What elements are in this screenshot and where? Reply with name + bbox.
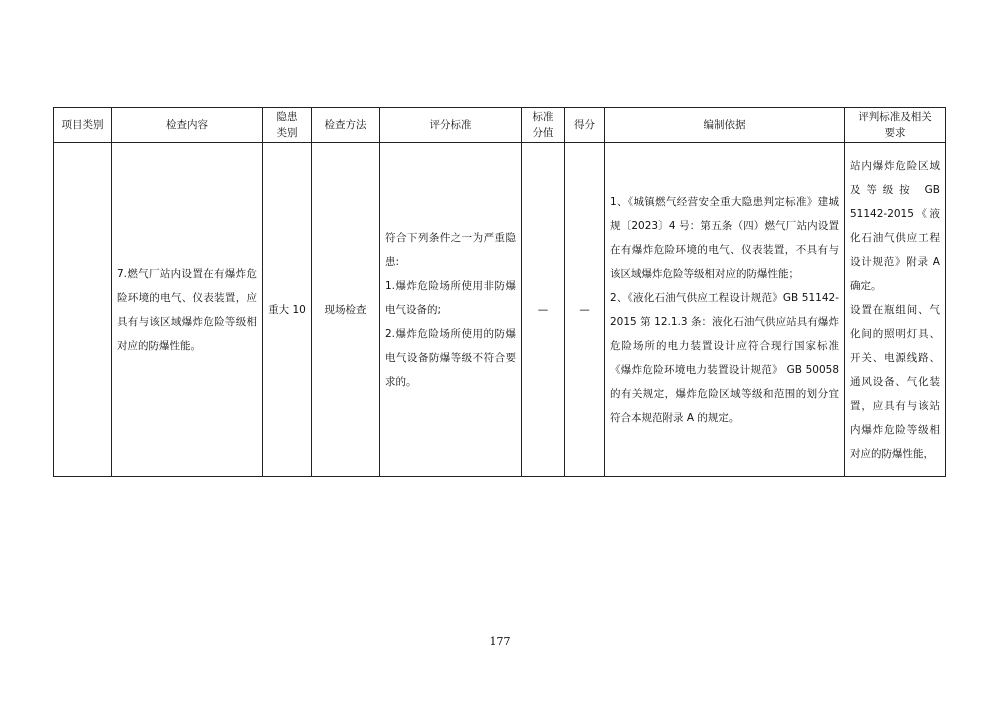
content-text: 7.燃气厂站内设置在有爆炸危险环境的电气、仪表装置，应具有与该区域爆炸危险等级相对应的防爆性能。 [117, 267, 257, 352]
header-points: 得分 [565, 108, 605, 143]
table-row [54, 143, 946, 477]
criteria-item: 符合下列条件之一为严重隐患: [385, 231, 516, 268]
cell-method: 现场检查 [312, 143, 380, 477]
table-header-row [54, 108, 946, 143]
cell-criteria [380, 143, 522, 477]
note-item: 设置在瓶组间、气化间的照明灯具、开关、电源线路、通风设备、气化装置，应具有与该站内爆炸危险等级相对应的防爆性能， [850, 303, 940, 460]
header-hazard-level-line2: 类别 [276, 127, 298, 139]
header-note-line2: 要求 [884, 127, 906, 139]
cell-points: — [565, 143, 605, 477]
inspection-table [53, 107, 946, 477]
basis-list [605, 188, 844, 432]
header-basis: 编制依据 [605, 108, 845, 143]
header-method: 检查方法 [312, 108, 380, 143]
criteria-list [380, 224, 521, 396]
cell-category [54, 143, 112, 477]
note-item: 站内爆炸危险区域及等级按 GB 51142-2015《液化石油气供应工程设计规范》附录 A 确定。 [850, 159, 940, 292]
header-score-line2: 分值 [532, 127, 554, 139]
header-content: 检查内容 [112, 108, 263, 143]
criteria-item: 1.爆炸危险场所使用非防爆电气设备的; [385, 279, 516, 316]
cell-note [845, 143, 946, 477]
basis-item: 2、《液化石油气供应工程设计规范》GB 51142-2015 第 12.1.3 条：液化石油气供应站具有爆炸危险场所的电力装置设计应符合现行国家标准《爆炸危险环境电力装置设计规范》 GB 50058 的有关规定，爆炸危险区域等级和范围的划分宜符合本规范附录 A 的规定。 [610, 291, 839, 424]
page-number: 177 [489, 635, 511, 648]
header-note-line1: 评判标准及相关 [858, 111, 932, 123]
basis-item: 1、《城镇燃气经营安全重大隐患判定标准》建城规〔2023〕4 号：第五条（四）燃气厂站内设置在有爆炸危险环境的电气、仪表装置，不具有与该区域爆炸危险等级相对应的防爆性能； [610, 195, 839, 280]
header-note [845, 108, 946, 143]
cell-hazard-level: 重大 10 [263, 143, 312, 477]
cell-content [112, 143, 263, 477]
header-hazard-level [263, 108, 312, 143]
header-hazard-level-line1: 隐患 [276, 111, 298, 123]
header-category: 项目类别 [54, 108, 112, 143]
header-score-line1: 标准 [532, 111, 554, 123]
header-criteria: 评分标准 [380, 108, 522, 143]
note-list [845, 152, 945, 468]
cell-score: — [522, 143, 565, 477]
header-score [522, 108, 565, 143]
cell-basis [605, 143, 845, 477]
criteria-item: 2.爆炸危险场所使用的防爆电气设备防爆等级不符合要求的。 [385, 327, 516, 388]
